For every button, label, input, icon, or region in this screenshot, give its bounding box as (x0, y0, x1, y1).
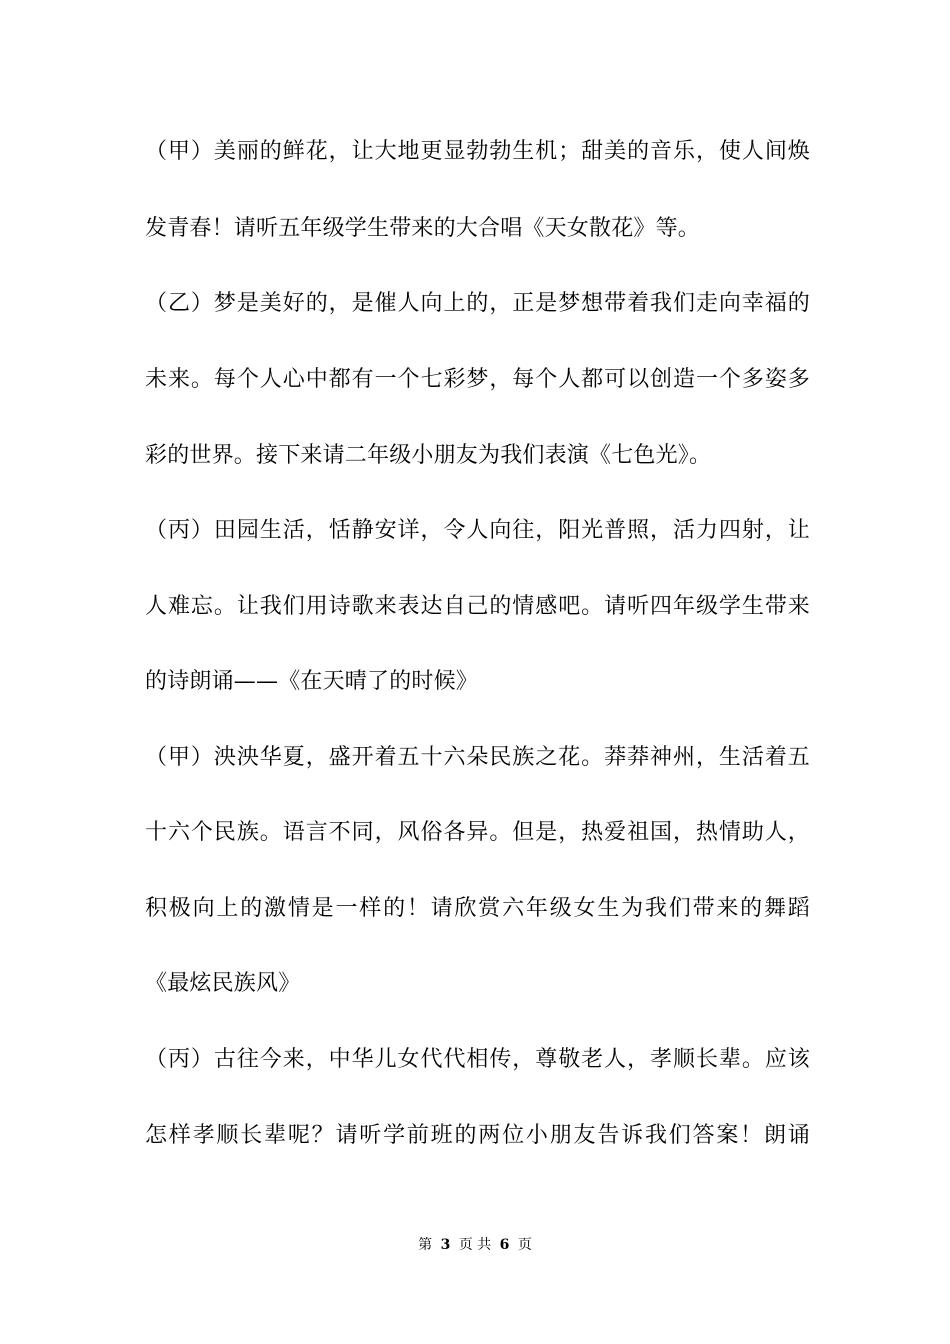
text-line: 积极向上的激情是一样的！请欣赏六年级女生为我们带来的舞蹈 (145, 896, 810, 921)
text-line: 十六个民族。语言不同，风俗各异。但是，热爱祖国，热情助人， (145, 820, 810, 845)
text-line: 怎样孝顺长辈呢？请听学前班的两位小朋友告诉我们答案！朗诵 (145, 1123, 810, 1148)
text-line: 彩的世界。接下来请二年级小朋友为我们表演《七色光》。 (145, 443, 712, 468)
text-line: （丙）古往今来，中华儿女代代相传，尊敬老人，孝顺长辈。应该 (145, 1047, 810, 1072)
current-page-number: 3 (440, 1237, 451, 1253)
text-line: （甲）美丽的鲜花，让大地更显勃勃生机；甜美的音乐，使人间焕 (145, 139, 810, 164)
text-line: 人难忘。让我们用诗歌来表达自己的情感吧。请听四年级学生带来 (145, 594, 810, 619)
text-line: （丙）田园生活，恬静安详，令人向往，阳光普照，活力四射，让 (145, 518, 810, 543)
text-line: 发青春！请听五年级学生带来的大合唱《天女散花》等。 (145, 216, 701, 241)
text-line: （甲）泱泱华夏，盛开着五十六朵民族之花。莽莽神州，生活着五 (145, 745, 810, 770)
page-footer (0, 1235, 950, 1255)
footer-middle: 页 共 (458, 1237, 492, 1253)
text-line: 未来。每个人心中都有一个七彩梦，每个人都可以创造一个多姿多 (145, 367, 810, 392)
text-line: 《最炫民族风》 (145, 971, 301, 996)
text-line: （乙）梦是美好的，是催人向上的，正是梦想带着我们走向幸福的 (145, 291, 810, 316)
text-line: 的诗朗诵——《在天晴了的时候》 (145, 669, 479, 694)
footer-prefix: 第 (418, 1237, 433, 1253)
footer-suffix: 页 (517, 1237, 532, 1253)
total-page-count: 6 (499, 1237, 510, 1253)
